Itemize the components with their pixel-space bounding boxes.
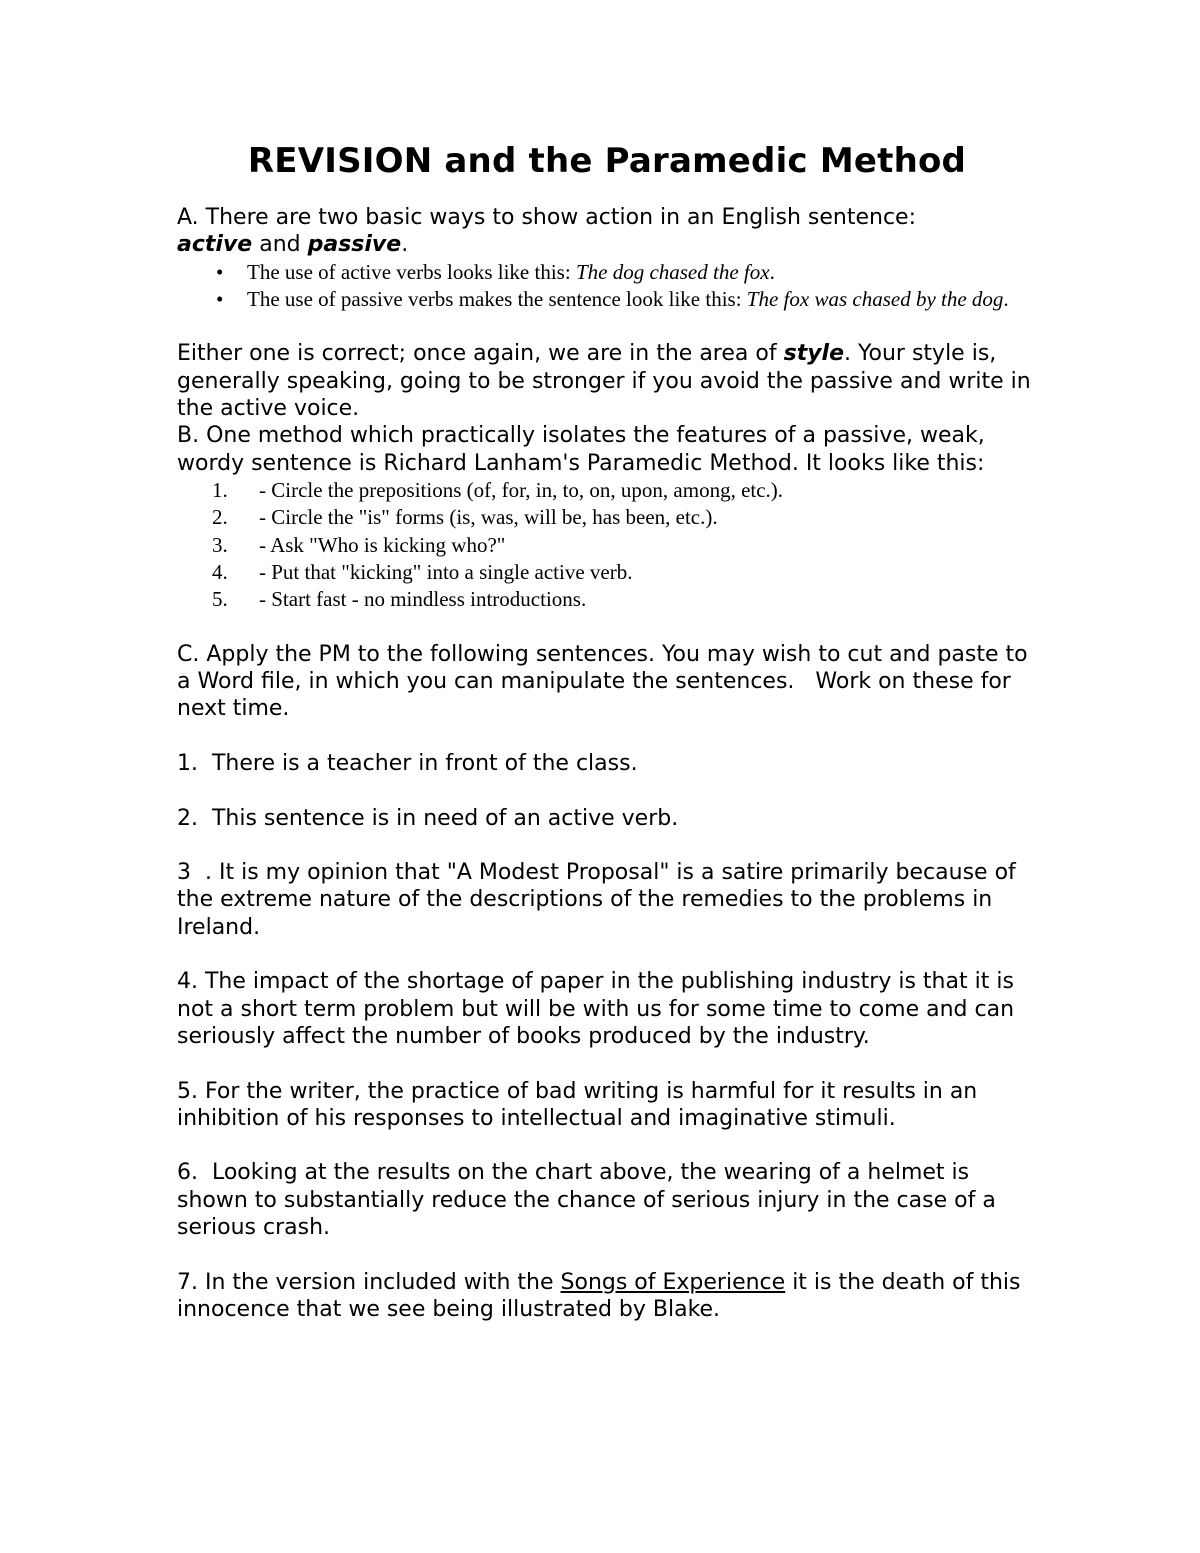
list-item [177,259,1037,286]
page-title: REVISION and the Paramedic Method [247,141,967,181]
and-word: and [252,232,308,258]
intro-period: . [401,232,409,258]
exercise-sentence-7 [177,1269,1037,1324]
bullet-example: The dog chased the fox [575,259,770,284]
step-number: 3. [212,532,228,557]
section-c-intro: C. Apply the PM to the following sentences. You may wish to cut and paste to a Word file, in which you can manipulate the sentences. Work on these for next time. [177,641,1035,722]
style-paragraph [177,340,1037,422]
step-text: - Circle the "is" forms (is, was, will be, has been, etc.). [259,505,718,530]
list-item [177,504,1037,531]
bullet-example: The fox was chased by the dog [746,286,1004,311]
sentence-7-after: it is the death of this innocence that we see being illustrated by Blake. [177,1269,1021,1322]
exercise-sentence-4: 4. The impact of the shortage of paper in the publishing industry is that it is not a short term problem but will be with us for some time to come and can seriously affect the number of books produced by the industry. [177,969,1022,1049]
exercise-sentence-2: 2. This sentence is in need of an active verb. [177,805,679,831]
bullet-end: . [769,259,775,284]
exercise-sentence-6: 6. Looking at the results on the chart above, the wearing of a helmet is shown to substantially reduce the chance of serious injury in the case of a serious crash. [177,1160,1003,1240]
term-active: active [177,232,253,258]
style-before: Either one is correct; once again, we are in the area of [177,341,784,367]
step-number: 4. [212,559,228,584]
exercise-sentence-5: 5. For the writer, the practice of bad writing is harmful for it results in an inhibition of his responses to intellectual and imaginative stimuli. [177,1078,985,1131]
sentence-7-before: 7. In the version included with the [177,1269,561,1295]
bullet-icon: • [216,259,224,284]
section-a-intro-text: A. There are two basic ways to show action in an English sentence: [177,205,916,230]
list-item [177,286,1037,313]
exercise-sentence-1: 1. There is a teacher in front of the class. [177,750,638,776]
step-number: 1. [212,477,228,502]
bullet-end: . [1003,286,1009,311]
exercise-sentence-3: 3 . It is my opinion that "A Modest Proposal" is a satire primarily because of the extreme nature of the descriptions of the remedies to the problems in Ireland. [177,860,1023,940]
bullet-icon: • [216,286,224,311]
bullet-text: The use of passive verbs makes the sentence look like this: [247,286,747,311]
document-page [177,138,1037,1323]
bullet-list [177,259,1037,314]
style-after: . Your style is, generally speaking, going to be stronger if you avoid the passive and write in the active voice. [177,341,1031,422]
list-item [177,559,1037,586]
list-item [177,477,1037,504]
list-item [177,586,1037,613]
section-a-intro [177,204,1037,259]
paramedic-steps [177,477,1037,613]
songs-of-experience-title: Songs of Experience [560,1269,786,1295]
step-text: - Put that "kicking" into a single active verb. [259,559,633,584]
term-passive: passive [307,232,402,258]
bullet-text: The use of active verbs looks like this: [247,259,576,284]
step-number: 5. [212,587,228,612]
term-style: style [783,341,845,367]
list-item [177,532,1037,559]
step-text: - Start fast - no mindless introductions. [259,587,587,612]
step-text: - Ask "Who is kicking who?" [259,532,506,557]
step-text: - Circle the prepositions (of, for, in, to, on, upon, among, etc.). [259,477,784,502]
section-b-intro: B. One method which practically isolates the features of a passive, weak, wordy sentence is Richard Lanham's Paramedic Method. It looks like this: [177,423,985,476]
step-number: 2. [212,505,228,530]
